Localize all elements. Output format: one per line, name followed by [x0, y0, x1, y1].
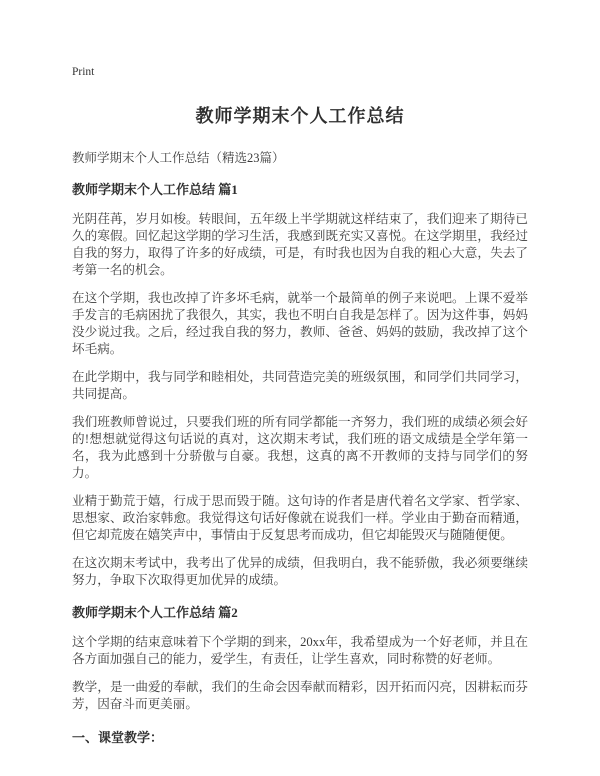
document-subtitle: 教师学期末个人工作总结（精选23篇）: [72, 151, 285, 165]
section-1-paragraph: 在这个学期，我也改掉了许多坏毛病，就举一个最简单的例子来说吧。上课不爱举手发言的毛病困扰了我很久，其实，我也不明白自我是怎样了。因为这件事，妈妈没少说过我。之后，经过我自我的努力，教师、爸爸、妈妈的鼓励，我改掉了这个坏毛病。: [72, 291, 528, 356]
section-1-heading: 教师学期末个人工作总结 篇1: [72, 182, 238, 197]
section-1-paragraph: 业精于勤荒于嬉，行成于思而毁于随。这句诗的作者是唐代着名文学家、哲学家、思想家、政治家韩愈。我觉得这句话好像就在说我们一样。学业由于勤奋而精通，但它却荒废在嬉笑声中，事情由于反复思考而成功，但它却能毁灭与随随便便。: [72, 494, 528, 542]
section-1-paragraph: 我们班教师曾说过，只要我们班的所有同学都能一齐努力，我们班的成绩必须会好的!想想就觉得这句话说的真对，这次期末考试，我们班的语文成绩是全学年第一名，我为此感到十分骄傲与自豪。我想，这真的离不开教师的支持与同学们的努力。: [72, 415, 528, 480]
section-2-paragraph: 教学，是一曲爱的奉献，我们的生命会因奉献而精彩，因开拓而闪亮，因耕耘而芬芳，因奋斗而更美丽。: [72, 680, 528, 711]
section-1-paragraph: 光阴荏苒，岁月如梭。转眼间，五年级上半学期就这样结束了，我们迎来了期待已久的寒假。回忆起这学期的学习生活，我感到既充实又喜悦。在这学期里，我经过自我的努力，取得了许多的好成绩，可是，有时我也因为自我的粗心大意，失去了考第一名的机会。: [72, 212, 528, 277]
section-2-heading: 教师学期末个人工作总结 篇2: [72, 605, 238, 620]
print-link[interactable]: Print: [72, 66, 95, 78]
section-2-subheading: 一、课堂教学：: [72, 730, 164, 745]
section-1-paragraph: 在这次期末考试中，我考出了优异的成绩，但我明白，我不能骄傲，我必须要继续努力，争取下次取得更加优异的成绩。: [72, 556, 528, 587]
section-2-paragraph: 这个学期的结束意味着下个学期的到来，20xx年，我希望成为一个好老师，并且在各方面加强自己的能力，爱学生，有责任，让学生喜欢，同时称赞的好老师。: [72, 635, 528, 666]
section-1-paragraph: 在此学期中，我与同学和睦相处，共同营造完美的班级氛围，和同学们共同学习，共同提高。: [72, 370, 528, 401]
page-title: 教师学期末个人工作总结: [195, 106, 405, 126]
